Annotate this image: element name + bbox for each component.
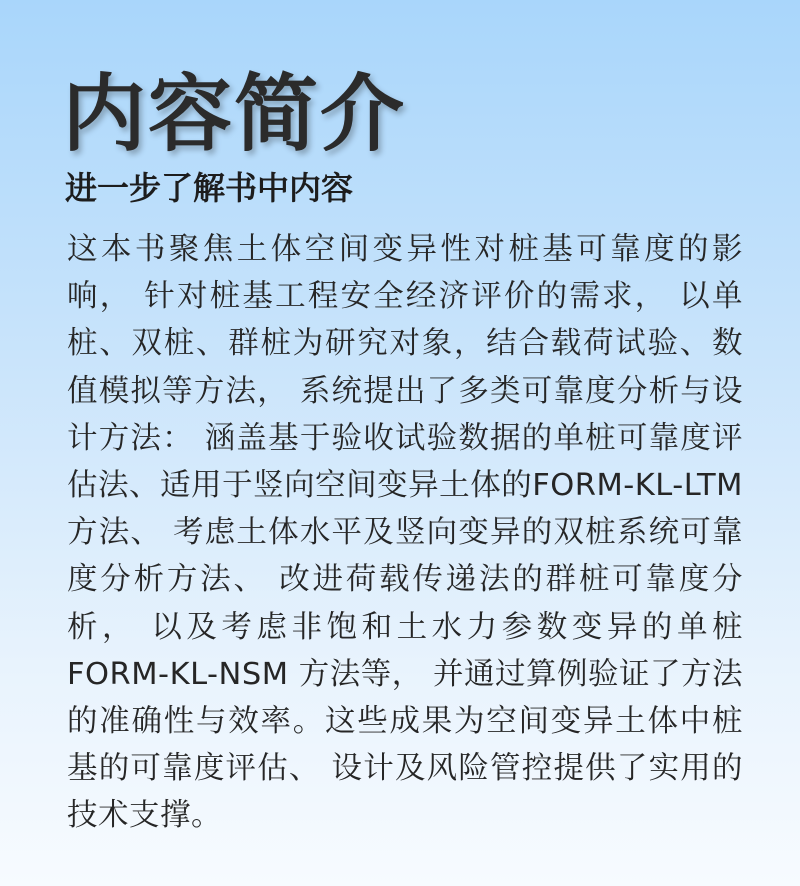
page-subtitle: 进一步了解书中内容: [65, 169, 354, 207]
page-title: 内容简介: [62, 65, 407, 163]
intro-paragraph: 这本书聚焦土体空间变异性对桩基可靠度的影响， 针对桩基工程安全经济评价的需求， 以单桩、双桩、群桩为研究对象，结合载荷试验、数值模拟等方法， 系统提出了多类可靠度分析与设计方法： 涵盖基于验收试验数据的单桩可靠度评估法、适用于竖向空间变异土体的FORM-KL-LTM 方法、 考虑土体水平及竖向变异的双桩系统可靠度分析方法、 改进荷载传递法的群桩可靠度分析， 以及考虑非饱和土水力参数变异的单桩 FORM-KL-NSM 方法等， 并通过算例验证了方法的准确性与效率。这些成果为空间变异土体中桩基的可靠度评估、 设计及风险管控提供了实用的技术支撑。: [67, 232, 743, 834]
